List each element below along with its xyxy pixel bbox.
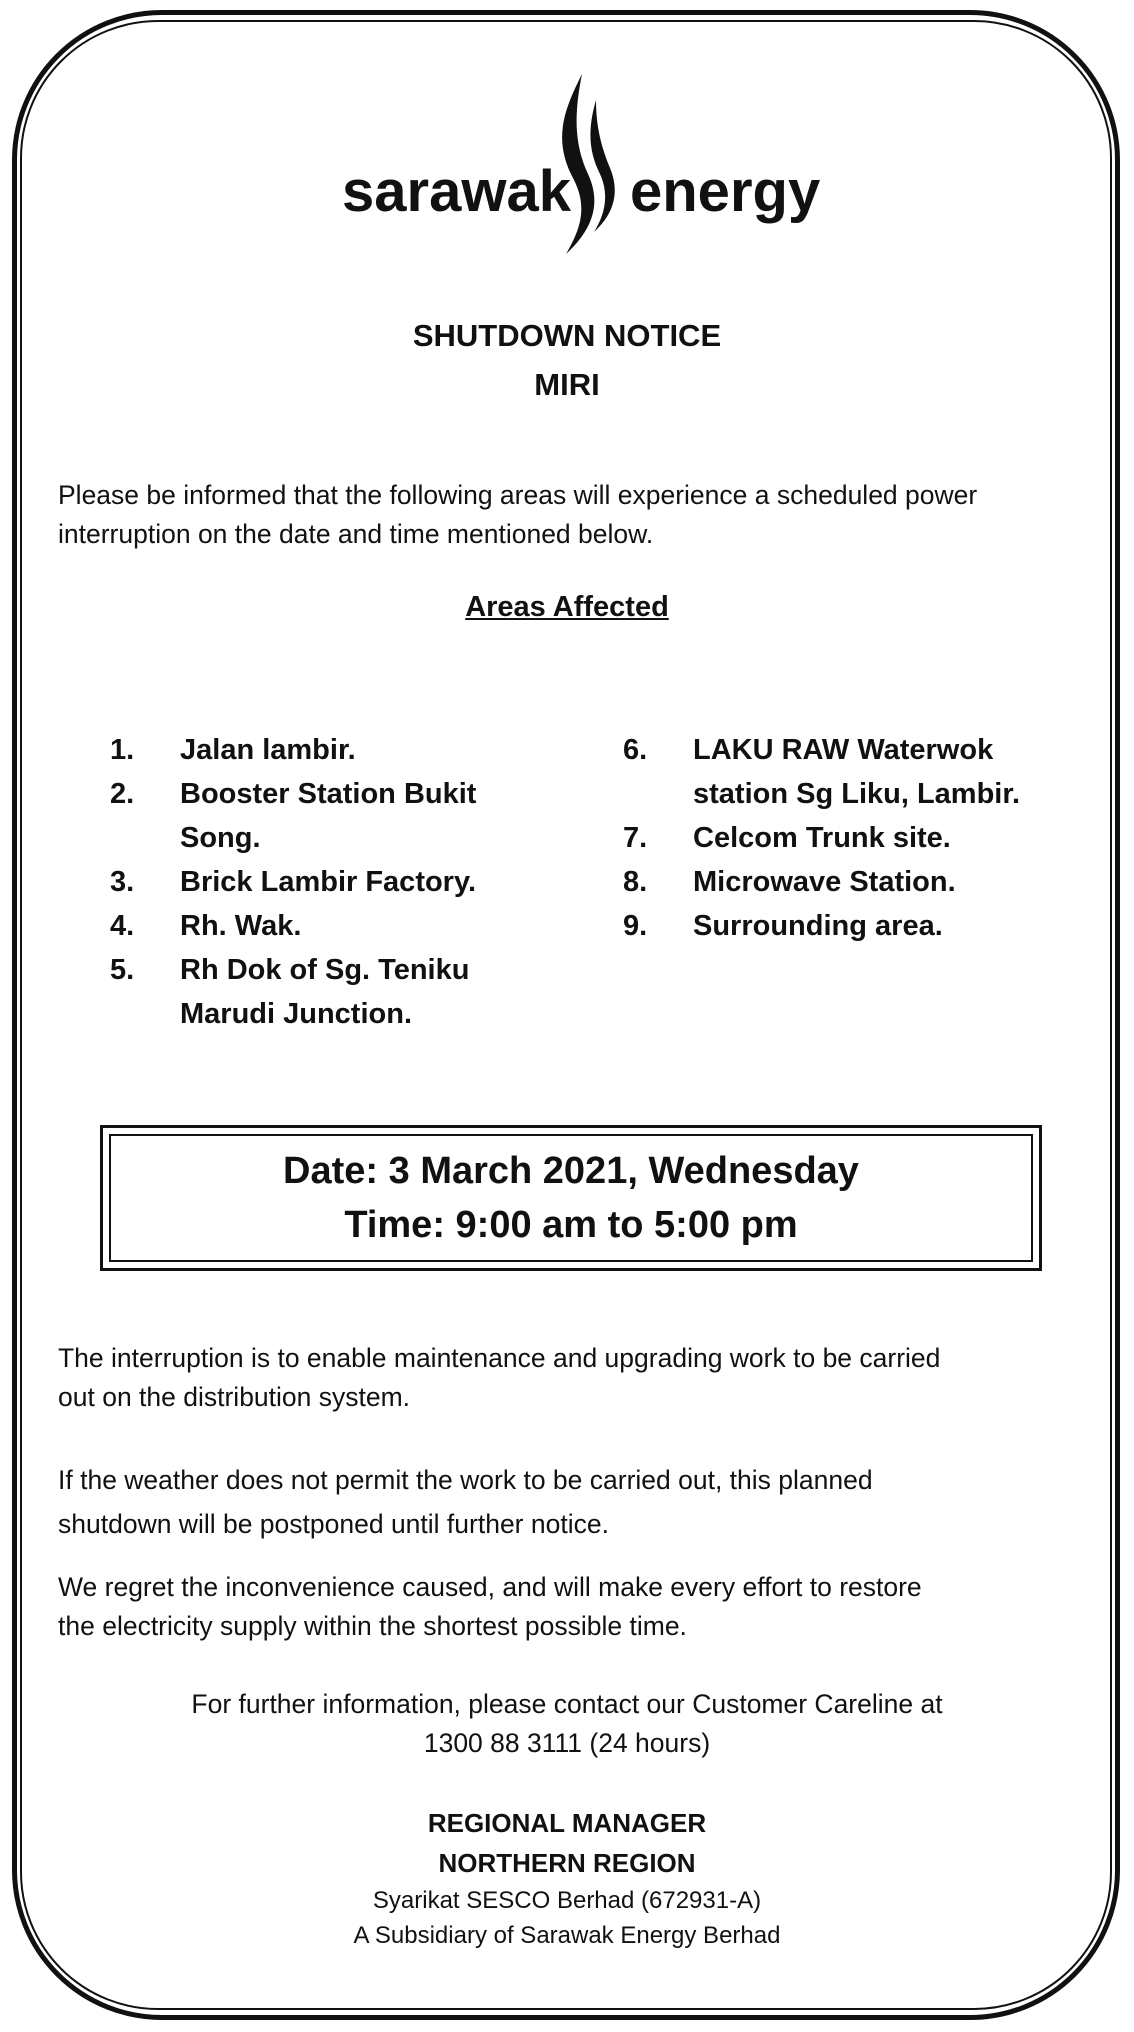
signature-role: REGIONAL MANAGER bbox=[427, 1808, 707, 1838]
schedule-date: Date: 3 March 2021, Wednesday bbox=[283, 1150, 859, 1192]
list-item bbox=[110, 904, 540, 948]
logo-word-right: energy bbox=[630, 159, 821, 224]
notice-location: MIRI bbox=[534, 367, 600, 402]
paragraph-line: shutdown will be postponed until further notice. bbox=[58, 1509, 609, 1539]
list-number: 2. bbox=[110, 778, 135, 810]
signature-company: Syarikat SESCO Berhad (672931-A) bbox=[372, 1887, 762, 1914]
intro-line: Please be informed that the following areas will experience a scheduled power bbox=[58, 480, 978, 510]
list-text: Booster Station Bukit Song. bbox=[180, 778, 477, 854]
logo-word-left: sarawak bbox=[342, 159, 571, 224]
list-item bbox=[110, 772, 540, 860]
list-item bbox=[623, 816, 1083, 860]
list-number: 9. bbox=[623, 910, 648, 942]
paragraph-purpose bbox=[58, 1339, 1098, 1417]
paragraph-line: We regret the inconvenience caused, and will make every effort to restore bbox=[58, 1572, 922, 1602]
signature-parent-company: A Subsidiary of Sarawak Energy Berhad bbox=[353, 1922, 781, 1949]
paragraph-line: If the weather does not permit the work to be carried out, this planned bbox=[58, 1465, 873, 1495]
list-text: Celcom Trunk site. bbox=[693, 822, 951, 854]
areas-list-right bbox=[623, 728, 1083, 948]
list-text: Brick Lambir Factory. bbox=[180, 866, 477, 898]
notice-title: SHUTDOWN NOTICE bbox=[412, 318, 722, 353]
paragraph-line: The interruption is to enable maintenance and upgrading work to be carried bbox=[58, 1343, 941, 1373]
paragraph-line: the electricity supply within the shortest possible time. bbox=[58, 1611, 687, 1641]
paragraph-contact bbox=[0, 1685, 1134, 1763]
list-item bbox=[623, 904, 1083, 948]
list-number: 7. bbox=[623, 822, 648, 854]
list-number: 6. bbox=[623, 734, 648, 766]
list-number: 1. bbox=[110, 734, 135, 766]
schedule-box bbox=[100, 1125, 1042, 1271]
schedule-time: Time: 9:00 am to 5:00 pm bbox=[344, 1204, 798, 1246]
sarawak-energy-logo bbox=[300, 70, 820, 260]
list-text: LAKU RAW Waterwok station Sg Liku, Lambir. bbox=[693, 734, 1021, 810]
careline-number: 1300 88 3111 (24 hours) bbox=[423, 1728, 711, 1758]
list-item bbox=[623, 728, 1083, 816]
list-item bbox=[110, 948, 540, 1036]
list-text: Jalan lambir. bbox=[180, 734, 356, 766]
list-item bbox=[623, 860, 1083, 904]
intro-line: interruption on the date and time mentioned below. bbox=[58, 519, 654, 549]
paragraph-line: out on the distribution system. bbox=[58, 1382, 411, 1412]
paragraph-apology bbox=[58, 1568, 1098, 1646]
paragraph-line: For further information, please contact our Customer Careline at bbox=[191, 1689, 943, 1719]
list-number: 8. bbox=[623, 866, 648, 898]
list-number: 3. bbox=[110, 866, 135, 898]
list-item bbox=[110, 728, 540, 772]
list-number: 5. bbox=[110, 954, 135, 986]
list-number: 4. bbox=[110, 910, 135, 942]
flame-icon bbox=[544, 70, 624, 260]
paragraph-weather bbox=[58, 1458, 1098, 1546]
areas-heading: Areas Affected bbox=[465, 591, 669, 623]
list-text: Microwave Station. bbox=[693, 866, 956, 898]
list-text: Surrounding area. bbox=[693, 910, 943, 942]
signature-region: NORTHERN REGION bbox=[438, 1848, 696, 1878]
list-item bbox=[110, 860, 540, 904]
intro-paragraph bbox=[58, 476, 1098, 554]
areas-list-left bbox=[110, 728, 540, 1036]
list-text: Rh. Wak. bbox=[180, 910, 302, 942]
list-text: Rh Dok of Sg. Teniku Marudi Junction. bbox=[180, 954, 470, 1030]
